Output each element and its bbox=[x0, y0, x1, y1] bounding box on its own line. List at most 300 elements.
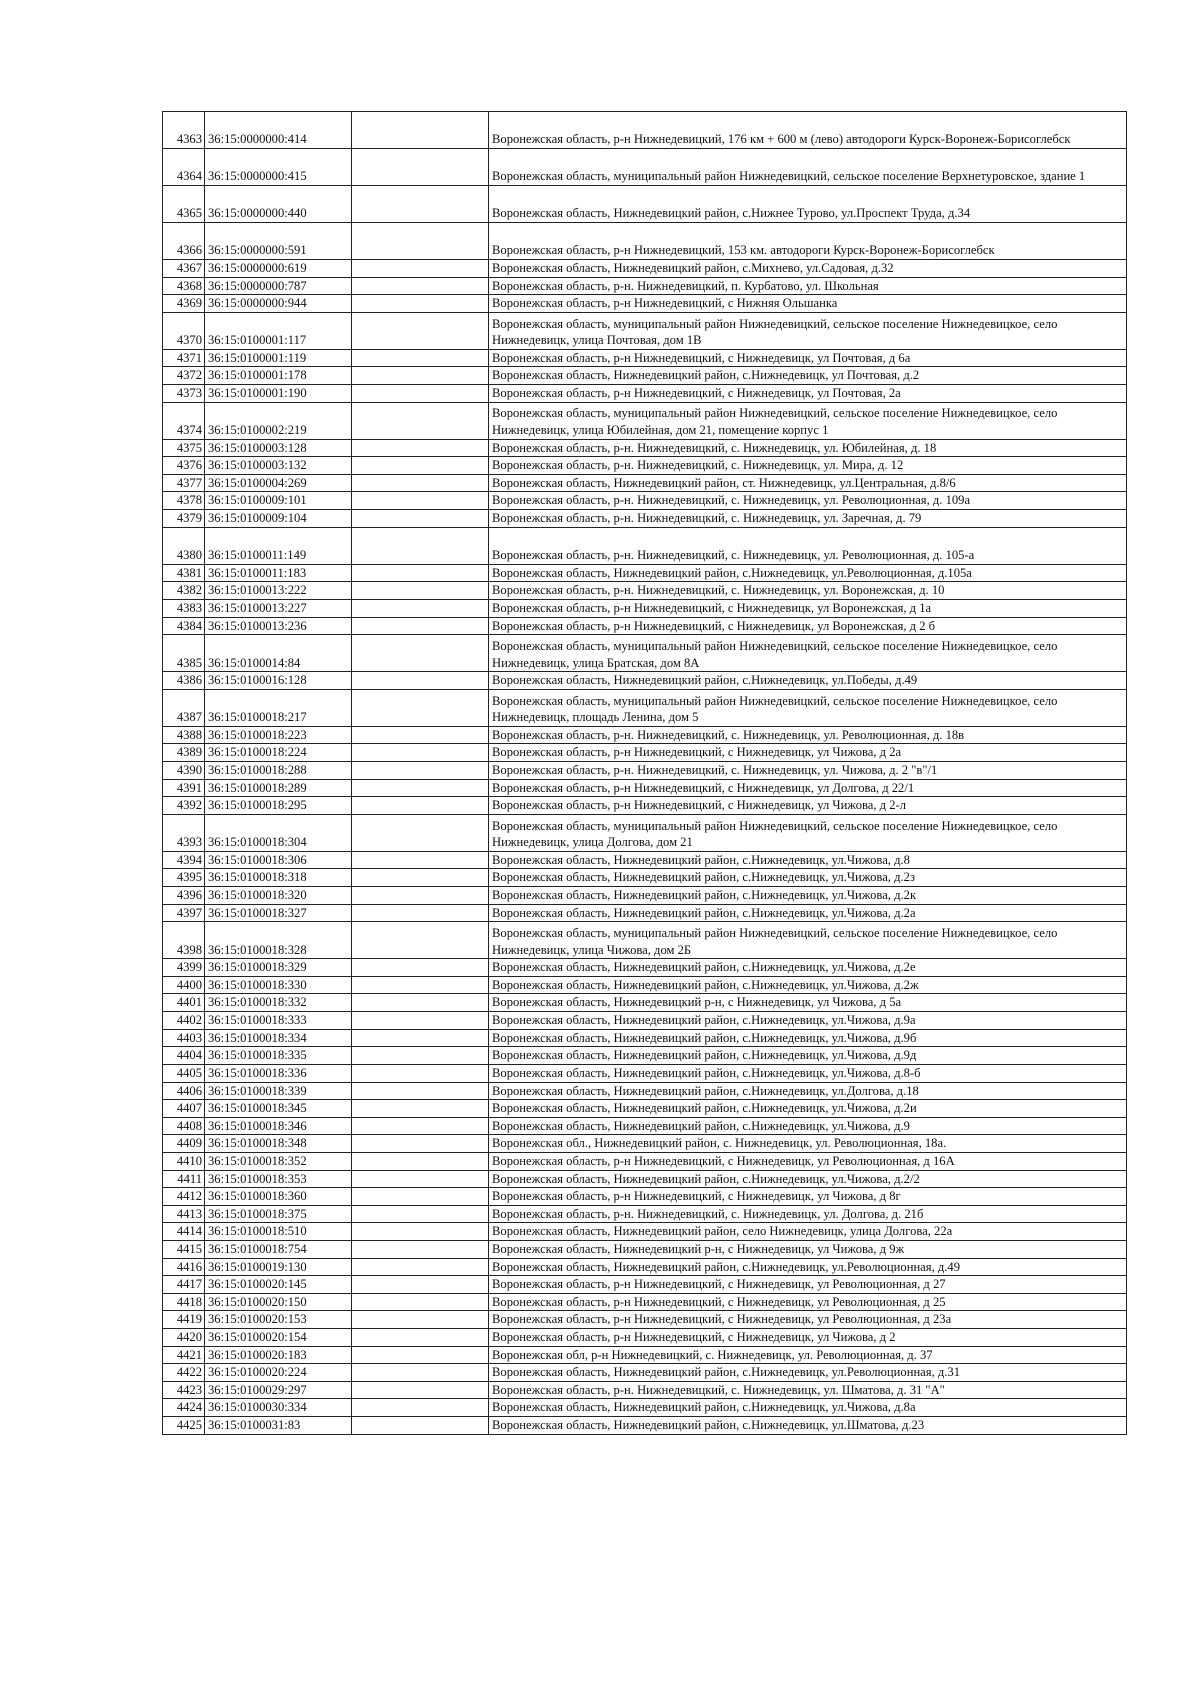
address: Воронежская область, Нижнедевицкий район, с.Нижнедевицк, ул.Чижова, д.2к bbox=[489, 887, 1127, 905]
table-row bbox=[163, 277, 1127, 295]
empty-cell bbox=[352, 1417, 489, 1435]
cadastral-number: 36:15:0100001:190 bbox=[205, 385, 352, 403]
table-row bbox=[163, 564, 1127, 582]
row-number: 4374 bbox=[163, 402, 205, 439]
empty-cell bbox=[352, 1047, 489, 1065]
row-number: 4407 bbox=[163, 1100, 205, 1118]
empty-cell bbox=[352, 527, 489, 564]
address: Воронежская область, Нижнедевицкий район, с.Нижнедевицк, ул.Революционная, д.105а bbox=[489, 564, 1127, 582]
cadastral-number: 36:15:0100018:345 bbox=[205, 1100, 352, 1118]
cadastral-number: 36:15:0100016:128 bbox=[205, 672, 352, 690]
cadastral-number: 36:15:0100011:149 bbox=[205, 527, 352, 564]
cadastral-number: 36:15:0100013:227 bbox=[205, 599, 352, 617]
empty-cell bbox=[352, 1276, 489, 1294]
cadastral-number: 36:15:0100018:320 bbox=[205, 887, 352, 905]
property-table-body bbox=[163, 112, 1127, 1435]
address: Воронежская область, Нижнедевицкий район, с.Нижнедевицк, ул.Чижова, д.2з bbox=[489, 869, 1127, 887]
address: Воронежская область, муниципальный район Нижнедевицкий, сельское поселение Нижнедевицкое, село Нижнедевицк, улица Долгова, дом 21 bbox=[489, 814, 1127, 851]
cadastral-number: 36:15:0100018:346 bbox=[205, 1117, 352, 1135]
row-number: 4403 bbox=[163, 1029, 205, 1047]
address: Воронежская область, р-н. Нижнедевицкий, с. Нижнедевицк, ул. Долгова, д. 21б bbox=[489, 1205, 1127, 1223]
address: Воронежская область, Нижнедевицкий район, село Нижнедевицк, улица Долгова, 22а bbox=[489, 1223, 1127, 1241]
table-row bbox=[163, 1346, 1127, 1364]
row-number: 4422 bbox=[163, 1364, 205, 1382]
table-row bbox=[163, 112, 1127, 149]
table-row bbox=[163, 635, 1127, 672]
row-number: 4386 bbox=[163, 672, 205, 690]
table-row bbox=[163, 1223, 1127, 1241]
row-number: 4400 bbox=[163, 976, 205, 994]
empty-cell bbox=[352, 869, 489, 887]
empty-cell bbox=[352, 564, 489, 582]
cadastral-number: 36:15:0100018:304 bbox=[205, 814, 352, 851]
table-row bbox=[163, 1258, 1127, 1276]
empty-cell bbox=[352, 1205, 489, 1223]
address: Воронежская область, Нижнедевицкий район, с.Нижнедевицк, ул.Чижова, д.9а bbox=[489, 1012, 1127, 1030]
row-number: 4363 bbox=[163, 112, 205, 149]
cadastral-number: 36:15:0100018:510 bbox=[205, 1223, 352, 1241]
address: Воронежская область, Нижнедевицкий район, с.Нижнедевицк, ул.Долгова, д.18 bbox=[489, 1082, 1127, 1100]
row-number: 4402 bbox=[163, 1012, 205, 1030]
cadastral-number: 36:15:0100018:333 bbox=[205, 1012, 352, 1030]
empty-cell bbox=[352, 887, 489, 905]
row-number: 4424 bbox=[163, 1399, 205, 1417]
empty-cell bbox=[352, 367, 489, 385]
table-row bbox=[163, 1240, 1127, 1258]
row-number: 4380 bbox=[163, 527, 205, 564]
cadastral-number: 36:15:0000000:944 bbox=[205, 295, 352, 313]
address: Воронежская область, Нижнедевицкий район, с.Нижнедевицк, ул.Чижова, д.2е bbox=[489, 959, 1127, 977]
row-number: 4383 bbox=[163, 599, 205, 617]
table-row bbox=[163, 1135, 1127, 1153]
address: Воронежская область, Нижнедевицкий район, с.Нижнедевицк, ул.Чижова, д.8 bbox=[489, 851, 1127, 869]
address: Воронежская область, Нижнедевицкий район, с.Нижнедевицк, ул.Чижова, д.2ж bbox=[489, 976, 1127, 994]
address: Воронежская область, Нижнедевицкий район, с.Нижнедевицк, ул.Чижова, д.8а bbox=[489, 1399, 1127, 1417]
empty-cell bbox=[352, 1064, 489, 1082]
empty-cell bbox=[352, 457, 489, 475]
table-row bbox=[163, 439, 1127, 457]
table-row bbox=[163, 814, 1127, 851]
address: Воронежская область, р-н. Нижнедевицкий, с. Нижнедевицк, ул. Шматова, д. 31 "А" bbox=[489, 1381, 1127, 1399]
row-number: 4369 bbox=[163, 295, 205, 313]
address: Воронежская обл, р-н Нижнедевицкий, с. Нижнедевицк, ул. Революционная, д. 37 bbox=[489, 1346, 1127, 1364]
table-row bbox=[163, 617, 1127, 635]
empty-cell bbox=[352, 1311, 489, 1329]
address: Воронежская область, р-н Нижнедевицкий, с Нижнедевицк, ул Чижова, д 2а bbox=[489, 744, 1127, 762]
cadastral-number: 36:15:0100018:360 bbox=[205, 1188, 352, 1206]
cadastral-number: 36:15:0100003:128 bbox=[205, 439, 352, 457]
address: Воронежская область, Нижнедевицкий район, с.Нижнедевицк, ул.Чижова, д.9 bbox=[489, 1117, 1127, 1135]
table-row bbox=[163, 959, 1127, 977]
empty-cell bbox=[352, 312, 489, 349]
table-row bbox=[163, 994, 1127, 1012]
table-row bbox=[163, 851, 1127, 869]
cadastral-number: 36:15:0100020:224 bbox=[205, 1364, 352, 1382]
cadastral-number: 36:15:0100020:145 bbox=[205, 1276, 352, 1294]
row-number: 4384 bbox=[163, 617, 205, 635]
table-row bbox=[163, 474, 1127, 492]
cadastral-number: 36:15:0100018:332 bbox=[205, 994, 352, 1012]
address: Воронежская область, р-н Нижнедевицкий, с Нижнедевицк, ул Революционная, д 27 bbox=[489, 1276, 1127, 1294]
table-row bbox=[163, 1399, 1127, 1417]
row-number: 4391 bbox=[163, 779, 205, 797]
table-row bbox=[163, 726, 1127, 744]
cadastral-number: 36:15:0100004:269 bbox=[205, 474, 352, 492]
cadastral-number: 36:15:0100029:297 bbox=[205, 1381, 352, 1399]
table-row bbox=[163, 744, 1127, 762]
row-number: 4398 bbox=[163, 922, 205, 959]
address: Воронежская область, муниципальный район Нижнедевицкий, сельское поселение Нижнедевицкое, село Нижнедевицк, улица Юбилейная, дом 21, помещение корпус 1 bbox=[489, 402, 1127, 439]
row-number: 4411 bbox=[163, 1170, 205, 1188]
cadastral-number: 36:15:0100014:84 bbox=[205, 635, 352, 672]
cadastral-number: 36:15:0100020:153 bbox=[205, 1311, 352, 1329]
row-number: 4390 bbox=[163, 761, 205, 779]
empty-cell bbox=[352, 1364, 489, 1382]
row-number: 4381 bbox=[163, 564, 205, 582]
row-number: 4414 bbox=[163, 1223, 205, 1241]
address: Воронежская область, р-н. Нижнедевицкий, с. Нижнедевицк, ул. Юбилейная, д. 18 bbox=[489, 439, 1127, 457]
empty-cell bbox=[352, 726, 489, 744]
empty-cell bbox=[352, 922, 489, 959]
table-row bbox=[163, 1276, 1127, 1294]
empty-cell bbox=[352, 904, 489, 922]
row-number: 4367 bbox=[163, 260, 205, 278]
row-number: 4396 bbox=[163, 887, 205, 905]
cadastral-number: 36:15:0100018:348 bbox=[205, 1135, 352, 1153]
empty-cell bbox=[352, 599, 489, 617]
empty-cell bbox=[352, 385, 489, 403]
table-row bbox=[163, 186, 1127, 223]
address: Воронежская область, муниципальный район Нижнедевицкий, сельское поселение Нижнедевицкое, село Нижнедевицк, улица Почтовая, дом 1В bbox=[489, 312, 1127, 349]
empty-cell bbox=[352, 635, 489, 672]
address: Воронежская область, Нижнедевицкий район, с.Нижнедевицк, ул.Чижова, д.2а bbox=[489, 904, 1127, 922]
row-number: 4397 bbox=[163, 904, 205, 922]
empty-cell bbox=[352, 744, 489, 762]
row-number: 4393 bbox=[163, 814, 205, 851]
cadastral-number: 36:15:0100018:353 bbox=[205, 1170, 352, 1188]
empty-cell bbox=[352, 959, 489, 977]
cadastral-number: 36:15:0100020:154 bbox=[205, 1329, 352, 1347]
table-row bbox=[163, 1329, 1127, 1347]
cadastral-number: 36:15:0100018:224 bbox=[205, 744, 352, 762]
address: Воронежская область, муниципальный район Нижнедевицкий, сельское поселение Нижнедевицкое, село Нижнедевицк, площадь Ленина, дом 5 bbox=[489, 689, 1127, 726]
empty-cell bbox=[352, 761, 489, 779]
empty-cell bbox=[352, 186, 489, 223]
cadastral-number: 36:15:0100018:336 bbox=[205, 1064, 352, 1082]
empty-cell bbox=[352, 851, 489, 869]
row-number: 4371 bbox=[163, 349, 205, 367]
empty-cell bbox=[352, 223, 489, 260]
cadastral-number: 36:15:0100018:339 bbox=[205, 1082, 352, 1100]
empty-cell bbox=[352, 492, 489, 510]
row-number: 4389 bbox=[163, 744, 205, 762]
table-row bbox=[163, 761, 1127, 779]
cadastral-number: 36:15:0100030:334 bbox=[205, 1399, 352, 1417]
cadastral-number: 36:15:0100018:329 bbox=[205, 959, 352, 977]
empty-cell bbox=[352, 689, 489, 726]
row-number: 4404 bbox=[163, 1047, 205, 1065]
empty-cell bbox=[352, 814, 489, 851]
row-number: 4406 bbox=[163, 1082, 205, 1100]
row-number: 4392 bbox=[163, 797, 205, 815]
table-row bbox=[163, 527, 1127, 564]
row-number: 4408 bbox=[163, 1117, 205, 1135]
empty-cell bbox=[352, 976, 489, 994]
row-number: 4385 bbox=[163, 635, 205, 672]
empty-cell bbox=[352, 260, 489, 278]
empty-cell bbox=[352, 1399, 489, 1417]
row-number: 4415 bbox=[163, 1240, 205, 1258]
table-row bbox=[163, 1364, 1127, 1382]
address: Воронежская область, р-н. Нижнедевицкий, с. Нижнедевицк, ул. Мира, д. 12 bbox=[489, 457, 1127, 475]
cadastral-number: 36:15:0100018:335 bbox=[205, 1047, 352, 1065]
empty-cell bbox=[352, 1240, 489, 1258]
cadastral-number: 36:15:0100013:222 bbox=[205, 582, 352, 600]
cadastral-number: 36:15:0100018:289 bbox=[205, 779, 352, 797]
table-row bbox=[163, 385, 1127, 403]
cadastral-number: 36:15:0100018:327 bbox=[205, 904, 352, 922]
address: Воронежская область, р-н Нижнедевицкий, с Нижнедевицк, ул Долгова, д 22/1 bbox=[489, 779, 1127, 797]
row-number: 4382 bbox=[163, 582, 205, 600]
table-row bbox=[163, 1047, 1127, 1065]
address: Воронежская область, Нижнедевицкий район, с.Нижнедевицк, ул.Шматова, д.23 bbox=[489, 1417, 1127, 1435]
table-row bbox=[163, 367, 1127, 385]
cadastral-number: 36:15:0000000:619 bbox=[205, 260, 352, 278]
row-number: 4409 bbox=[163, 1135, 205, 1153]
table-row bbox=[163, 510, 1127, 528]
cadastral-number: 36:15:0000000:591 bbox=[205, 223, 352, 260]
address: Воронежская область, Нижнедевицкий район, с.Михнево, ул.Садовая, д.32 bbox=[489, 260, 1127, 278]
cadastral-number: 36:15:0100018:217 bbox=[205, 689, 352, 726]
table-row bbox=[163, 349, 1127, 367]
cadastral-number: 36:15:0100018:352 bbox=[205, 1152, 352, 1170]
table-row bbox=[163, 1064, 1127, 1082]
address: Воронежская область, р-н Нижнедевицкий, с Нижнедевицк, ул Чижова, д 2-л bbox=[489, 797, 1127, 815]
address: Воронежская область, Нижнедевицкий район, с.Нижнее Турово, ул.Проспект Труда, д.34 bbox=[489, 186, 1127, 223]
empty-cell bbox=[352, 149, 489, 186]
address: Воронежская область, р-н. Нижнедевицкий, с. Нижнедевицк, ул. Заречная, д. 79 bbox=[489, 510, 1127, 528]
table-row bbox=[163, 1100, 1127, 1118]
table-row bbox=[163, 149, 1127, 186]
row-number: 4419 bbox=[163, 1311, 205, 1329]
table-row bbox=[163, 797, 1127, 815]
row-number: 4378 bbox=[163, 492, 205, 510]
table-row bbox=[163, 1029, 1127, 1047]
cadastral-number: 36:15:0100018:288 bbox=[205, 761, 352, 779]
cadastral-number: 36:15:0100018:295 bbox=[205, 797, 352, 815]
table-row bbox=[163, 1170, 1127, 1188]
row-number: 4370 bbox=[163, 312, 205, 349]
address: Воронежская область, р-н Нижнедевицкий, с Нижнедевицк, ул Революционная, д 25 bbox=[489, 1293, 1127, 1311]
address: Воронежская область, Нижнедевицкий район, с.Нижнедевицк, ул.Чижова, д.2/2 bbox=[489, 1170, 1127, 1188]
table-row bbox=[163, 976, 1127, 994]
address: Воронежская область, р-н Нижнедевицкий, с Нижнедевицк, ул Почтовая, д 6а bbox=[489, 349, 1127, 367]
empty-cell bbox=[352, 439, 489, 457]
address: Воронежская область, Нижнедевицкий р-н, с Нижнедевицк, ул Чижова, д 9ж bbox=[489, 1240, 1127, 1258]
empty-cell bbox=[352, 1082, 489, 1100]
empty-cell bbox=[352, 277, 489, 295]
cadastral-number: 36:15:0100018:223 bbox=[205, 726, 352, 744]
table-row bbox=[163, 223, 1127, 260]
empty-cell bbox=[352, 112, 489, 149]
table-row bbox=[163, 1311, 1127, 1329]
table-row bbox=[163, 779, 1127, 797]
empty-cell bbox=[352, 474, 489, 492]
address: Воронежская область, р-н Нижнедевицкий, с Нижняя Ольшанка bbox=[489, 295, 1127, 313]
row-number: 4376 bbox=[163, 457, 205, 475]
cadastral-number: 36:15:0000000:787 bbox=[205, 277, 352, 295]
cadastral-number: 36:15:0000000:414 bbox=[205, 112, 352, 149]
row-number: 4375 bbox=[163, 439, 205, 457]
address: Воронежская область, муниципальный район Нижнедевицкий, сельское поселение Нижнедевицкое, село Нижнедевицк, улица Братская, дом 8А bbox=[489, 635, 1127, 672]
address: Воронежская область, р-н Нижнедевицкий, с Нижнедевицк, ул Чижова, д 8г bbox=[489, 1188, 1127, 1206]
row-number: 4423 bbox=[163, 1381, 205, 1399]
cadastral-number: 36:15:0100018:318 bbox=[205, 869, 352, 887]
address: Воронежская область, Нижнедевицкий р-н, с Нижнедевицк, ул Чижова, д 5а bbox=[489, 994, 1127, 1012]
empty-cell bbox=[352, 1012, 489, 1030]
table-row bbox=[163, 582, 1127, 600]
row-number: 4366 bbox=[163, 223, 205, 260]
table-row bbox=[163, 1188, 1127, 1206]
table-row bbox=[163, 1152, 1127, 1170]
empty-cell bbox=[352, 1258, 489, 1276]
address: Воронежская область, Нижнедевицкий район, с.Нижнедевицк, ул.Революционная, д.49 bbox=[489, 1258, 1127, 1276]
row-number: 4413 bbox=[163, 1205, 205, 1223]
row-number: 4417 bbox=[163, 1276, 205, 1294]
empty-cell bbox=[352, 1293, 489, 1311]
table-row bbox=[163, 1082, 1127, 1100]
table-row bbox=[163, 1205, 1127, 1223]
address: Воронежская область, р-н. Нижнедевицкий, с. Нижнедевицк, ул. Чижова, д. 2 "в"/1 bbox=[489, 761, 1127, 779]
row-number: 4373 bbox=[163, 385, 205, 403]
cadastral-number: 36:15:0100002:219 bbox=[205, 402, 352, 439]
cadastral-number: 36:15:0100009:101 bbox=[205, 492, 352, 510]
address: Воронежская область, р-н Нижнедевицкий, 153 км. автодороги Курск-Воронеж-Борисоглебск bbox=[489, 223, 1127, 260]
cadastral-number: 36:15:0000000:415 bbox=[205, 149, 352, 186]
address: Воронежская область, р-н. Нижнедевицкий, п. Курбатово, ул. Школьная bbox=[489, 277, 1127, 295]
empty-cell bbox=[352, 1329, 489, 1347]
empty-cell bbox=[352, 295, 489, 313]
row-number: 4395 bbox=[163, 869, 205, 887]
cadastral-number: 36:15:0100018:328 bbox=[205, 922, 352, 959]
empty-cell bbox=[352, 1346, 489, 1364]
empty-cell bbox=[352, 1100, 489, 1118]
empty-cell bbox=[352, 1223, 489, 1241]
address: Воронежская область, р-н. Нижнедевицкий, с. Нижнедевицк, ул. Революционная, д. 109а bbox=[489, 492, 1127, 510]
cadastral-number: 36:15:0100001:119 bbox=[205, 349, 352, 367]
empty-cell bbox=[352, 1029, 489, 1047]
cadastral-number: 36:15:0100031:83 bbox=[205, 1417, 352, 1435]
row-number: 4365 bbox=[163, 186, 205, 223]
address: Воронежская область, муниципальный район Нижнедевицкий, сельское поселение Верхнетуровское, здание 1 bbox=[489, 149, 1127, 186]
row-number: 4405 bbox=[163, 1064, 205, 1082]
address: Воронежская область, Нижнедевицкий район, с.Нижнедевицк, ул Почтовая, д.2 bbox=[489, 367, 1127, 385]
cadastral-number: 36:15:0100011:183 bbox=[205, 564, 352, 582]
table-row bbox=[163, 1381, 1127, 1399]
row-number: 4387 bbox=[163, 689, 205, 726]
cadastral-number: 36:15:0100018:306 bbox=[205, 851, 352, 869]
address: Воронежская область, р-н Нижнедевицкий, с Нижнедевицк, ул Воронежская, д 2 б bbox=[489, 617, 1127, 635]
empty-cell bbox=[352, 582, 489, 600]
table-row bbox=[163, 312, 1127, 349]
row-number: 4401 bbox=[163, 994, 205, 1012]
row-number: 4379 bbox=[163, 510, 205, 528]
empty-cell bbox=[352, 617, 489, 635]
row-number: 4377 bbox=[163, 474, 205, 492]
empty-cell bbox=[352, 349, 489, 367]
table-row bbox=[163, 599, 1127, 617]
cadastral-number: 36:15:0100018:754 bbox=[205, 1240, 352, 1258]
empty-cell bbox=[352, 994, 489, 1012]
address: Воронежская область, Нижнедевицкий район, ст. Нижнедевицк, ул.Центральная, д.8/6 bbox=[489, 474, 1127, 492]
row-number: 4372 bbox=[163, 367, 205, 385]
cadastral-number: 36:15:0100020:150 bbox=[205, 1293, 352, 1311]
empty-cell bbox=[352, 1135, 489, 1153]
address: Воронежская область, муниципальный район Нижнедевицкий, сельское поселение Нижнедевицкое, село Нижнедевицк, улица Чижова, дом 2Б bbox=[489, 922, 1127, 959]
address: Воронежская область, Нижнедевицкий район, с.Нижнедевицк, ул.Победы, д.49 bbox=[489, 672, 1127, 690]
empty-cell bbox=[352, 510, 489, 528]
table-row bbox=[163, 672, 1127, 690]
address: Воронежская область, р-н Нижнедевицкий, с Нижнедевицк, ул Революционная, д 16А bbox=[489, 1152, 1127, 1170]
empty-cell bbox=[352, 1188, 489, 1206]
cadastral-number: 36:15:0100018:330 bbox=[205, 976, 352, 994]
empty-cell bbox=[352, 402, 489, 439]
cadastral-number: 36:15:0100020:183 bbox=[205, 1346, 352, 1364]
cadastral-number: 36:15:0100003:132 bbox=[205, 457, 352, 475]
row-number: 4394 bbox=[163, 851, 205, 869]
table-row bbox=[163, 402, 1127, 439]
empty-cell bbox=[352, 797, 489, 815]
address: Воронежская область, Нижнедевицкий район, с.Нижнедевицк, ул.Чижова, д.9б bbox=[489, 1029, 1127, 1047]
address: Воронежская область, Нижнедевицкий район, с.Нижнедевицк, ул.Революционная, д.31 bbox=[489, 1364, 1127, 1382]
table-row bbox=[163, 922, 1127, 959]
cadastral-number: 36:15:0100019:130 bbox=[205, 1258, 352, 1276]
address: Воронежская обл., Нижнедевицкий район, с. Нижнедевицк, ул. Революционная, 18а. bbox=[489, 1135, 1127, 1153]
table-row bbox=[163, 1117, 1127, 1135]
empty-cell bbox=[352, 779, 489, 797]
row-number: 4410 bbox=[163, 1152, 205, 1170]
empty-cell bbox=[352, 1152, 489, 1170]
table-row bbox=[163, 904, 1127, 922]
cadastral-number: 36:15:0100001:117 bbox=[205, 312, 352, 349]
row-number: 4368 bbox=[163, 277, 205, 295]
address: Воронежская область, Нижнедевицкий район, с.Нижнедевицк, ул.Чижова, д.8-б bbox=[489, 1064, 1127, 1082]
table-row bbox=[163, 1293, 1127, 1311]
table-row bbox=[163, 492, 1127, 510]
row-number: 4421 bbox=[163, 1346, 205, 1364]
property-table bbox=[162, 111, 1127, 1435]
address: Воронежская область, р-н Нижнедевицкий, с Нижнедевицк, ул Почтовая, 2а bbox=[489, 385, 1127, 403]
cadastral-number: 36:15:0100009:104 bbox=[205, 510, 352, 528]
table-row bbox=[163, 689, 1127, 726]
address: Воронежская область, р-н Нижнедевицкий, 176 км + 600 м (лево) автодороги Курск-Воронеж-Борисоглебск bbox=[489, 112, 1127, 149]
row-number: 4364 bbox=[163, 149, 205, 186]
row-number: 4418 bbox=[163, 1293, 205, 1311]
table-row bbox=[163, 1417, 1127, 1435]
empty-cell bbox=[352, 1170, 489, 1188]
empty-cell bbox=[352, 672, 489, 690]
cadastral-number: 36:15:0100013:236 bbox=[205, 617, 352, 635]
row-number: 4416 bbox=[163, 1258, 205, 1276]
address: Воронежская область, Нижнедевицкий район, с.Нижнедевицк, ул.Чижова, д.2и bbox=[489, 1100, 1127, 1118]
address: Воронежская область, р-н Нижнедевицкий, с Нижнедевицк, ул Революционная, д 23а bbox=[489, 1311, 1127, 1329]
row-number: 4399 bbox=[163, 959, 205, 977]
address: Воронежская область, р-н Нижнедевицкий, с Нижнедевицк, ул Воронежская, д 1а bbox=[489, 599, 1127, 617]
cadastral-number: 36:15:0000000:440 bbox=[205, 186, 352, 223]
table-row bbox=[163, 869, 1127, 887]
row-number: 4388 bbox=[163, 726, 205, 744]
address: Воронежская область, р-н. Нижнедевицкий, с. Нижнедевицк, ул. Воронежская, д. 10 bbox=[489, 582, 1127, 600]
